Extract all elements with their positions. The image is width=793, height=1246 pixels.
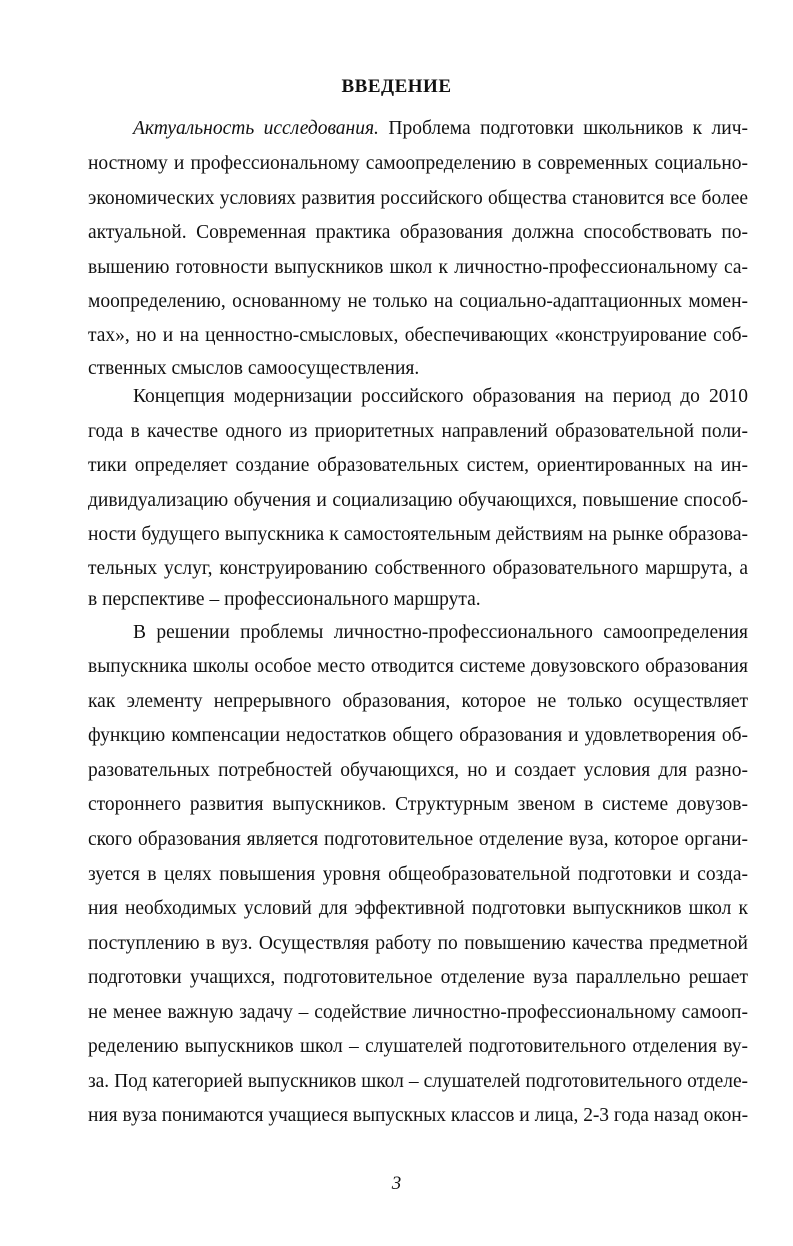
text-line: как элементу непрерывного образования, которое не только осуществляет — [88, 691, 748, 712]
text-line: ности будущего выпускника к самостоятельным действиям на рынке образова- — [88, 524, 748, 545]
text-line: за. Под категорией выпускников школ – слушателей подготовительного отделе- — [88, 1071, 748, 1092]
text-line: функцию компенсации недостатков общего образования и удовлетворения об- — [88, 725, 748, 746]
text-line: не менее важную задачу – содействие личностно-профессиональному самооп- — [88, 1002, 748, 1023]
text-line: ностному и профессиональному самоопределению в современных социально- — [88, 153, 748, 174]
text-line: в перспективе – профессионального маршрута. — [88, 589, 481, 610]
relevance-label: Актуальность исследования. — [133, 118, 379, 139]
text-line: ния необходимых условий для эффективной подготовки выпускников школ к — [88, 898, 748, 919]
text-line: ственных смыслов самоосуществления. — [88, 358, 420, 379]
text-line: ределению выпускников школ – слушателей подготовительного отделения ву- — [88, 1036, 748, 1057]
text-line: Концепция модернизации российского образования на период до 2010 — [133, 386, 748, 407]
text-line: дивидуализацию обучения и социализацию обучающихся, повышение способ- — [88, 490, 748, 511]
paragraph-1-lead-text: Проблема подготовки школьников к лич- — [378, 118, 748, 139]
text-line: тах», но и на ценностно-смысловых, обеспечивающих «конструирование соб- — [88, 325, 748, 346]
text-line: вышению готовности выпускников школ к личностно-профессиональному са- — [88, 257, 748, 278]
text-line: актуальной. Современная практика образования должна способствовать по- — [88, 222, 748, 243]
text-line: подготовки учащихся, подготовительное отделение вуза параллельно решает — [88, 967, 748, 988]
text-line: зуется в целях повышения уровня общеобразовательной подготовки и созда- — [88, 864, 748, 885]
text-line: стороннего развития выпускников. Структурным звеном в системе довузов- — [88, 794, 748, 815]
text-line: тики определяет создание образовательных систем, ориентированных на ин- — [88, 455, 748, 476]
text-line: разовательных потребностей обучающихся, но и создает условия для разно- — [88, 760, 748, 781]
page-title: ВВЕДЕНИЕ — [341, 76, 452, 97]
text-line: ского образования является подготовительное отделение вуза, которое органи- — [88, 829, 748, 850]
text-line: тельных услуг, конструированию собственного образовательного маршрута, а — [88, 558, 748, 579]
text-line: моопределению, основанному не только на социально-адаптационных момен- — [88, 291, 748, 312]
paragraph-1-first-line — [133, 117, 748, 141]
text-line: ния вуза понимаются учащиеся выпускных классов и лица, 2-3 года назад окон- — [88, 1105, 748, 1126]
text-line: В решении проблемы личностно-профессионального самоопределения — [133, 622, 748, 643]
text-line: года в качестве одного из приоритетных направлений образовательной поли- — [88, 421, 748, 442]
text-line: выпускника школы особое место отводится системе довузовского образования — [88, 656, 748, 677]
text-line: экономических условиях развития российского общества становится все более — [88, 188, 748, 209]
text-line: поступлению в вуз. Осуществляя работу по повышению качества предметной — [88, 933, 748, 954]
page-number: 3 — [391, 1173, 402, 1194]
